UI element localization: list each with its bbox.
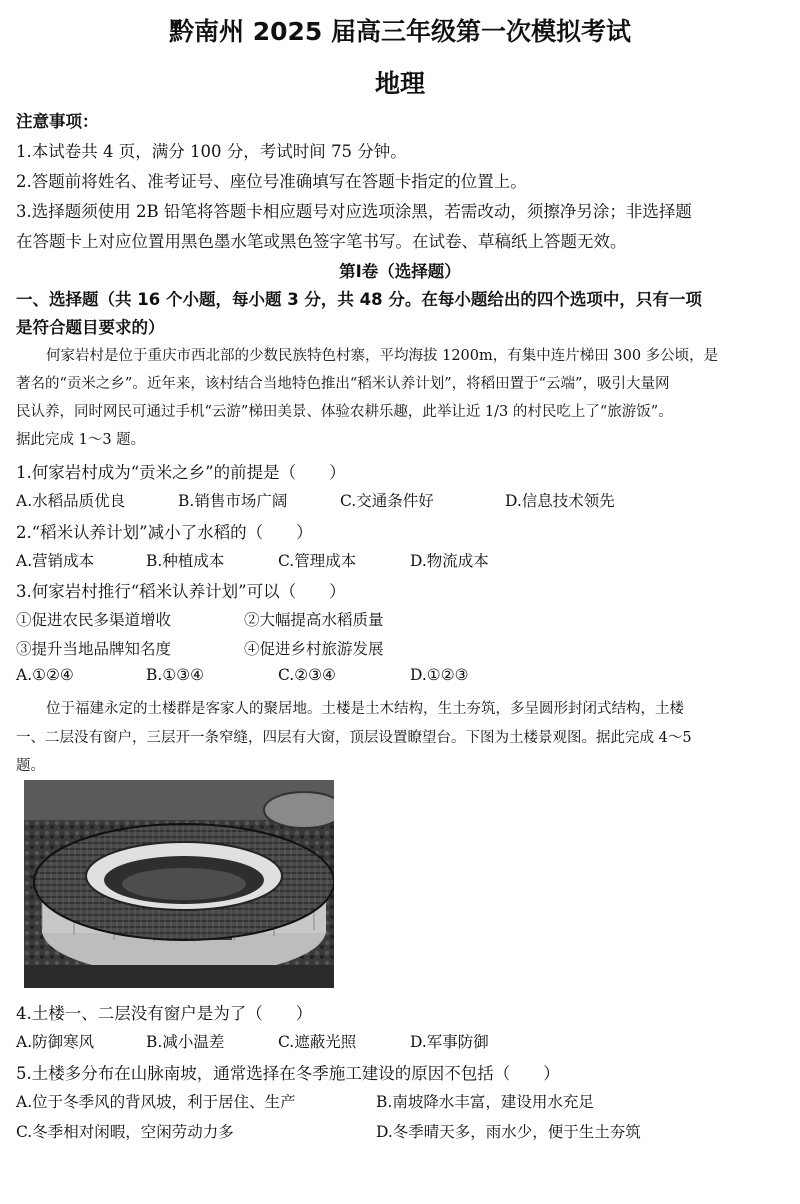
q4-option-a: A.防御寒风	[16, 1033, 95, 1051]
question-1-stem: 1.何家岩村成为“贡米之乡”的前提是（ ）	[16, 463, 346, 482]
q2-option-c: C.管理成本	[278, 552, 357, 570]
q5-option-c: C.冬季相对闲暇，空闲劳动力多	[16, 1123, 234, 1141]
q5-option-d: D.冬季晴天多，雨水少，便于生土夯筑	[376, 1123, 641, 1141]
question-3-stem: 3.何家岩村推行“稻米认养计划”可以（ ）	[16, 582, 346, 601]
q1-option-a: A.水稻品质优良	[16, 492, 126, 510]
section-heading-cont: 是符合题目要求的）	[16, 318, 165, 337]
tulou-illustration	[24, 780, 334, 988]
note-item: 3.选择题须使用 2B 铅笔将答题卡相应题号对应选项涂黑，若需改动，须擦净另涂；非选择题	[16, 202, 692, 221]
volume-title: 第Ⅰ卷（选择题）	[339, 262, 461, 281]
q4-option-c: C.遮蔽光照	[278, 1033, 357, 1051]
note-item: 2.答题前将姓名、准考证号、座位号准确填写在答题卡指定的位置上。	[16, 172, 527, 191]
note-item: 1.本试卷共 4 页，满分 100 分，考试时间 75 分钟。	[16, 142, 407, 161]
question-5-stem: 5.土楼多分布在山脉南坡，通常选择在冬季施工建设的原因不包括（ ）	[16, 1064, 560, 1083]
question-4-stem: 4.土楼一、二层没有窗户是为了（ ）	[16, 1004, 313, 1023]
q5-option-b: B.南坡降水丰富，建设用水充足	[376, 1093, 594, 1111]
q4-option-d: D.军事防御	[410, 1033, 489, 1051]
q3-option-d: D.①②③	[410, 666, 469, 684]
passage-line: 民认养，同时网民可通过手机“云游”梯田美景、体验农耕乐趣，此举让近 1/3 的村民吃上了“旅游饭”。	[16, 404, 673, 420]
passage-line: 位于福建永定的土楼群是客家人的聚居地。土楼是土木结构，生土夯筑，多呈圆形封闭式结构，土楼	[46, 701, 684, 717]
passage-line: 一、二层没有窗户，三层开一条窄缝，四层有大窗，顶层设置瞭望台。下图为土楼景观图。据此完成 4～5	[16, 730, 692, 746]
q2-option-a: A.营销成本	[16, 552, 95, 570]
q3-option-b: B.①③④	[146, 666, 205, 684]
q1-option-d: D.信息技术领先	[505, 492, 615, 510]
passage-line: 题。	[16, 758, 45, 774]
section-heading: 一、选择题（共 16 个小题，每小题 3 分，共 48 分。在每小题给出的四个选项中，只有一项	[16, 290, 702, 309]
q3-statement-4: ④促进乡村旅游发展	[244, 640, 384, 658]
question-2-stem: 2.“稻米认养计划”减小了水稻的（ ）	[16, 523, 313, 542]
q1-option-c: C.交通条件好	[340, 492, 434, 510]
q4-option-b: B.减小温差	[146, 1033, 225, 1051]
subject-title: 地理	[374, 69, 425, 98]
q3-statement-3: ③提升当地品牌知名度	[16, 640, 172, 658]
passage-line: 据此完成 1～3 题。	[16, 432, 146, 448]
q2-option-b: B.种植成本	[146, 552, 225, 570]
q3-option-c: C.②③④	[278, 666, 336, 684]
passage-line: 何家岩村是位于重庆市西北部的少数民族特色村寨，平均海拔 1200m，有集中连片梯田 300 多公顷，是	[46, 348, 719, 364]
q1-option-b: B.销售市场广阔	[178, 492, 288, 510]
q3-statement-1: ①促进农民多渠道增收	[16, 611, 172, 629]
q5-option-a: A.位于冬季风的背风坡，利于居住、生产	[16, 1093, 296, 1111]
q3-option-a: A.①②④	[16, 666, 74, 684]
passage-line: 著名的“贡米之乡”。近年来，该村结合当地特色推出“稻米认养计划”，将稻田置于“云端”，吸引大量网	[16, 376, 670, 392]
q2-option-d: D.物流成本	[410, 552, 489, 570]
tulou-photo	[24, 780, 334, 988]
exam-title: 黔南州 2025 届高三年级第一次模拟考试	[169, 17, 631, 46]
notes-heading: 注意事项：	[16, 112, 99, 131]
q3-statement-2: ②大幅提高水稻质量	[244, 611, 384, 629]
note-item: 在答题卡上对应位置用黑色墨水笔或黑色签字笔书写。在试卷、草稿纸上答题无效。	[16, 232, 627, 251]
